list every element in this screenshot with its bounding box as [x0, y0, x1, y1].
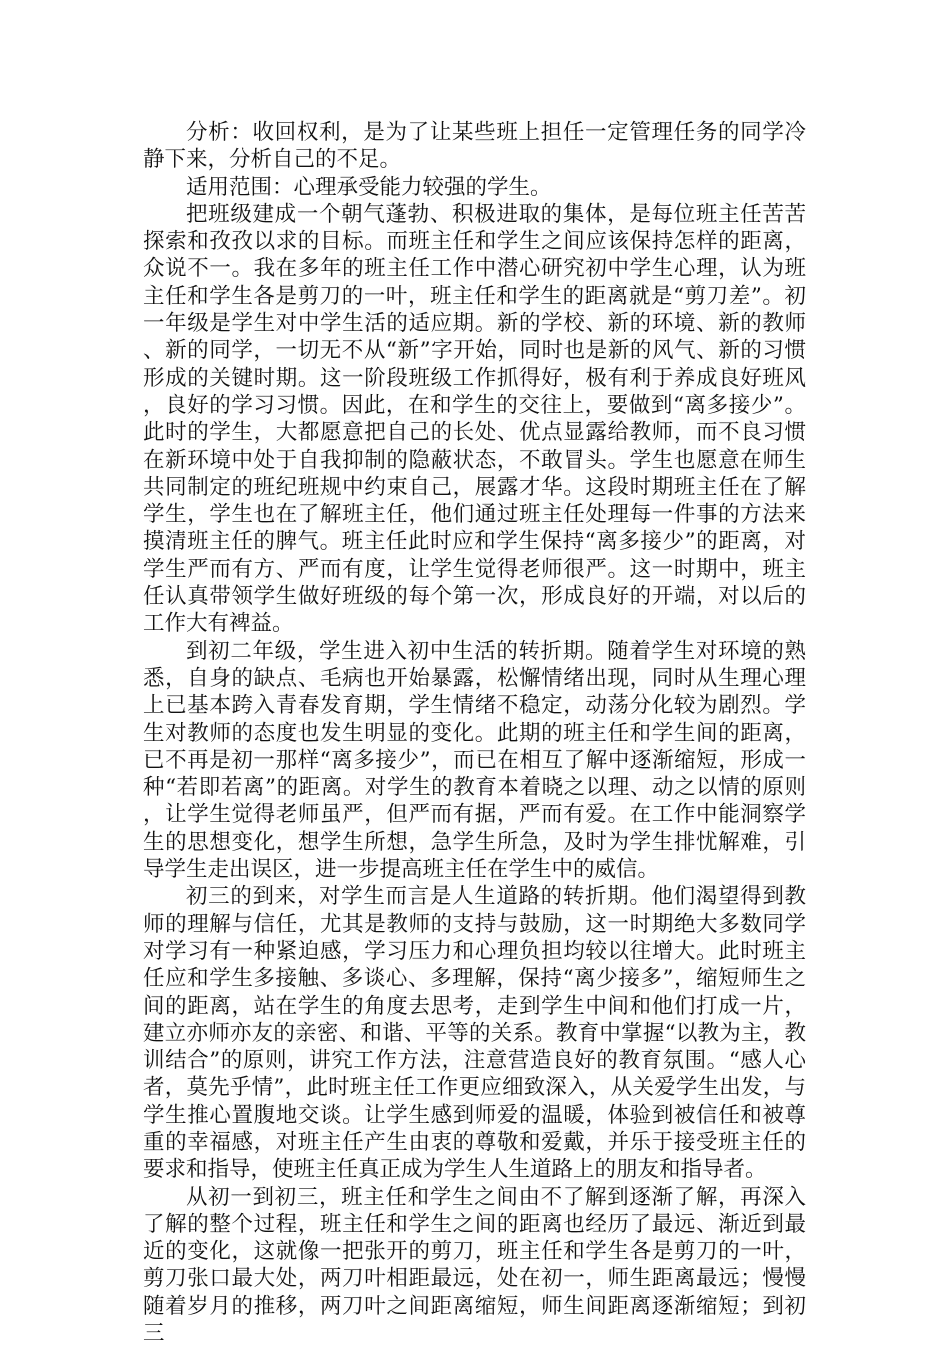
paragraph-summary: 从初一到初三，班主任和学生之间由不了解到逐渐了解，再深入了解的整个过程，班主任和学生之间的距离也经历了最远、渐近到最近的变化，这就像一把张开的剪刀，班主任和学生各是剪刀的一叶，剪刀张口最大处，两刀叶相距最远，处在初一，师生距离最远；慢慢随着岁月的推移，两刀叶之间距离缩短，师生间距离逐渐缩短；到初三 [143, 1184, 806, 1347]
paragraph-grade-three: 初三的到来，对学生而言是人生道路的转折期。他们渴望得到教师的理解与信任，尤其是教师的支持与鼓励，这一时期绝大多数同学对学习有一种紧迫感，学习压力和心理负担均较以往增大。此时班主任应和学生多接触、多谈心、多理解，保持“离少接多”，缩短师生之间的距离，站在学生的角度去思考，走到学生中间和他们打成一片，建立亦师亦友的亲密、和谐、平等的关系。教育中掌握“以教为主，教训结合”的原则，讲究工作方法，注意营造良好的教育氛围。“感人心者，莫先乎情”，此时班主任工作更应细致深入，从关爱学生出发，与学生推心置腹地交谈。让学生感到师爱的温暖，体验到被信任和被尊重的幸福感，对班主任产生由衷的尊敬和爱戴，并乐于接受班主任的要求和指导，使班主任真正成为学生人生道路上的朋友和指导者。 [143, 884, 806, 1183]
paragraph-scope: 适用范围：心理承受能力较强的学生。 [186, 174, 552, 200]
paragraph-grade-two: 到初二年级，学生进入初中生活的转折期。随着学生对环境的熟悉，自身的缺点、毛病也开始暴露，松懈情绪出现，同时从生理心理上已基本跨入青春发育期，学生情绪不稳定，动荡分化较为剧烈。学生对教师的态度也发生明显的变化。此期的班主任和学生间的距离，已不再是初一那样“离多接少”，而已在相互了解中逐渐缩短，形成一种“若即若离”的距离。对学生的教育本着晓之以理、动之以情的原则，让学生觉得老师虽严，但严而有据，严而有爱。在工作中能洞察学生的思想变化，想学生所想，急学生所急，及时为学生排忧解难，引导学生走出误区，进一步提高班主任在学生中的威信。 [143, 638, 806, 883]
paragraph-grade-one: 把班级建成一个朝气蓬勃、积极进取的集体，是每位班主任苦苦探索和孜孜以求的目标。而班主任和学生之间应该保持怎样的距离，众说不一。我在多年的班主任工作中潜心研究初中学生心理，认为班主任和学生各是剪刀的一叶，班主任和学生的距离就是“剪刀差”。初一年级是学生对中学生活的适应期。新的学校、新的环境、新的教师、新的同学，一切无不从“新”字开始，同时也是新的风气、新的习惯形成的关键时期。这一阶段班级工作抓得好，极有利于养成良好班风，良好的学习习惯。因此，在和学生的交往上，要做到“离多接少”。此时的学生，大都愿意把自己的长处、优点显露给教师，而不良习惯在新环境中处于自我抑制的隐蔽状态，不敢冒头。学生也愿意在师生共同制定的班纪班规中约束自己，展露才华。这段时期班主任在了解学生，学生也在了解班主任，他们通过班主任处理每一件事的方法来摸清班主任的脾气。班主任此时应和学生保持“离多接少”的距离，对学生严而有方、严而有度，让学生觉得老师很严。这一时期中，班主任认真带领学生做好班级的每个第一次，形成良好的开端，对以后的工作大有裨益。 [143, 201, 806, 637]
paragraph-analysis: 分析：收回权利，是为了让某些班上担任一定管理任务的同学冷静下来，分析自己的不足。 [143, 120, 806, 173]
document-body [143, 119, 806, 1347]
